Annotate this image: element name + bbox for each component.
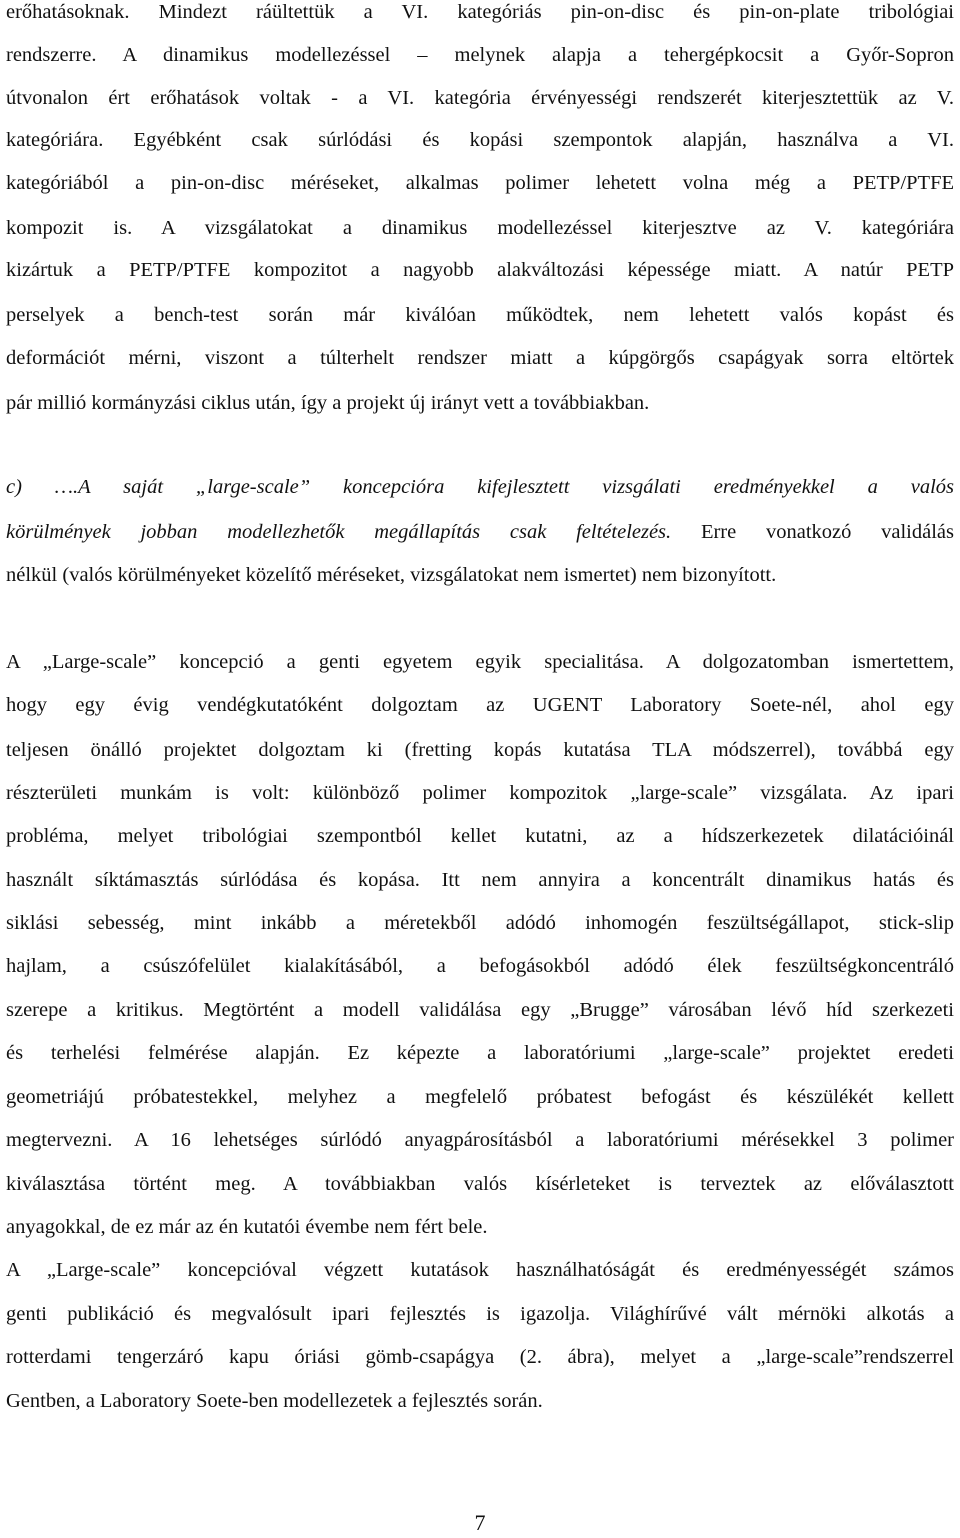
text-line: kategóriára. Egyébként csak súrlódási és kopási szempontok alapján, használva a VI. [6,129,954,151]
text-line: nélkül (valós körülményeket közelítő méréseket, vizsgálatokat nem ismertet) nem bizonyított. [6,564,777,586]
text-line: és terhelési felmérése alapján. Ez képezte a laboratóriumi „large-scale” projektet eredeti [6,1042,954,1064]
text-line: pár millió kormányzási ciklus után, így a projekt új irányt vett a továbbiakban. [6,392,650,414]
text-line: geometriájú próbatestekkel, melyhez a megfelelő próbatest befogást és készülékét kellett [6,1086,954,1108]
text-line: rotterdami tengerzáró kapu óriási gömb-csapágya (2. ábra), melyet a „large-scale”rendszerrel [6,1346,954,1368]
text-line: perselyek a bench-test során már kiválóan működtek, nem lehetett valós kopást és [6,304,954,326]
text-line: Gentben, a Laboratory Soete-ben modellezetek a fejlesztés során. [6,1390,543,1412]
text-line: megtervezni. A 16 lehetséges súrlódó anyagpárosításból a laboratóriumi mérésekkel 3 polimer [6,1129,954,1151]
text-line: genti publikáció és megvalósult ipari fejlesztés is igazolja. Világhírűvé vált mérnöki alkotás a [6,1303,954,1325]
page-number: 7 [474,1510,486,1535]
text-line: deformációt mérni, viszont a túlterhelt rendszer miatt a kúpgörgős csapágyak sorra eltörtek [6,347,954,369]
text-line: A „Large-scale” koncepcióval végzett kutatások használhatóságát és eredményességét számos [6,1259,954,1281]
text-line: teljesen önálló projektet dolgoztam ki (fretting kopás kutatása TLA módszerrel), továbbá egy [6,739,954,761]
text-line: hogy egy évig vendégkutatóként dolgoztam az UGENT Laboratory Soete-nél, ahol egy [6,694,954,716]
text-line: kizártuk a PETP/PTFE kompozitot a nagyobb alakváltozási képessége miatt. A natúr PETP [6,259,954,281]
text-line: A „Large-scale” koncepció a genti egyetem egyik specialitása. A dolgozatomban ismertettem, [6,651,954,673]
text-line: erőhatásoknak. Mindezt ráültettük a VI. kategóriás pin-on-disc és pin-on-plate tribológiai [6,1,954,23]
regular-segment: Erre vonatkozó validálás [671,521,955,543]
text-line: probléma, melyet tribológiai szempontból kellet kutatni, az a hídszerkezetek dilatációinál [6,825,954,847]
text-line: útvonalon ért erőhatások voltak - a VI. kategória érvényességi rendszerét kiterjesztettük az V. [6,87,954,109]
text-line: kiválasztása történt meg. A továbbiakban valós kísérleteket is terveztek az előválasztott [6,1173,954,1195]
text-line: hajlam, a csúszófelület kialakításából, a befogásokból adódó élek feszültségkoncentráló [6,955,954,977]
italic-segment: körülmények jobban modellezhetők megállapítás csak feltételezés. [6,521,672,543]
text-line-mixed [6,510,954,554]
text-line: használt síktámasztás súrlódása és kopása. Itt nem annyira a koncentrált dinamikus hatás és [6,869,954,891]
text-line: siklási sebesség, mint inkább a méretekből adódó inhomogén feszültségállapot, stick-slip [6,912,954,934]
text-line: kompozit is. A vizsgálatokat a dinamikus modellezéssel kiterjesztve az V. kategóriára [6,217,954,239]
text-line: rendszerre. A dinamikus modellezéssel – melynek alapja a tehergépkocsit a Győr-Sopron [6,44,954,66]
text-line: szerepe a kritikus. Megtörtént a modell validálása egy „Brugge” városában lévő híd szerkezeti [6,999,954,1021]
text-line: részterületi munkám is volt: különböző polimer kompozitok „large-scale” vizsgálata. Az ipari [6,782,954,804]
text-line-italic: c) ….A saját „large-scale” koncepcióra kifejlesztett vizsgálati eredményekkel a valós [6,476,954,498]
text-line: anyagokkal, de ez már az én kutatói évembe nem fért bele. [6,1216,488,1238]
text-line: kategóriából a pin-on-disc méréseket, alkalmas polimer lehetett volna még a PETP/PTFE [6,172,954,194]
